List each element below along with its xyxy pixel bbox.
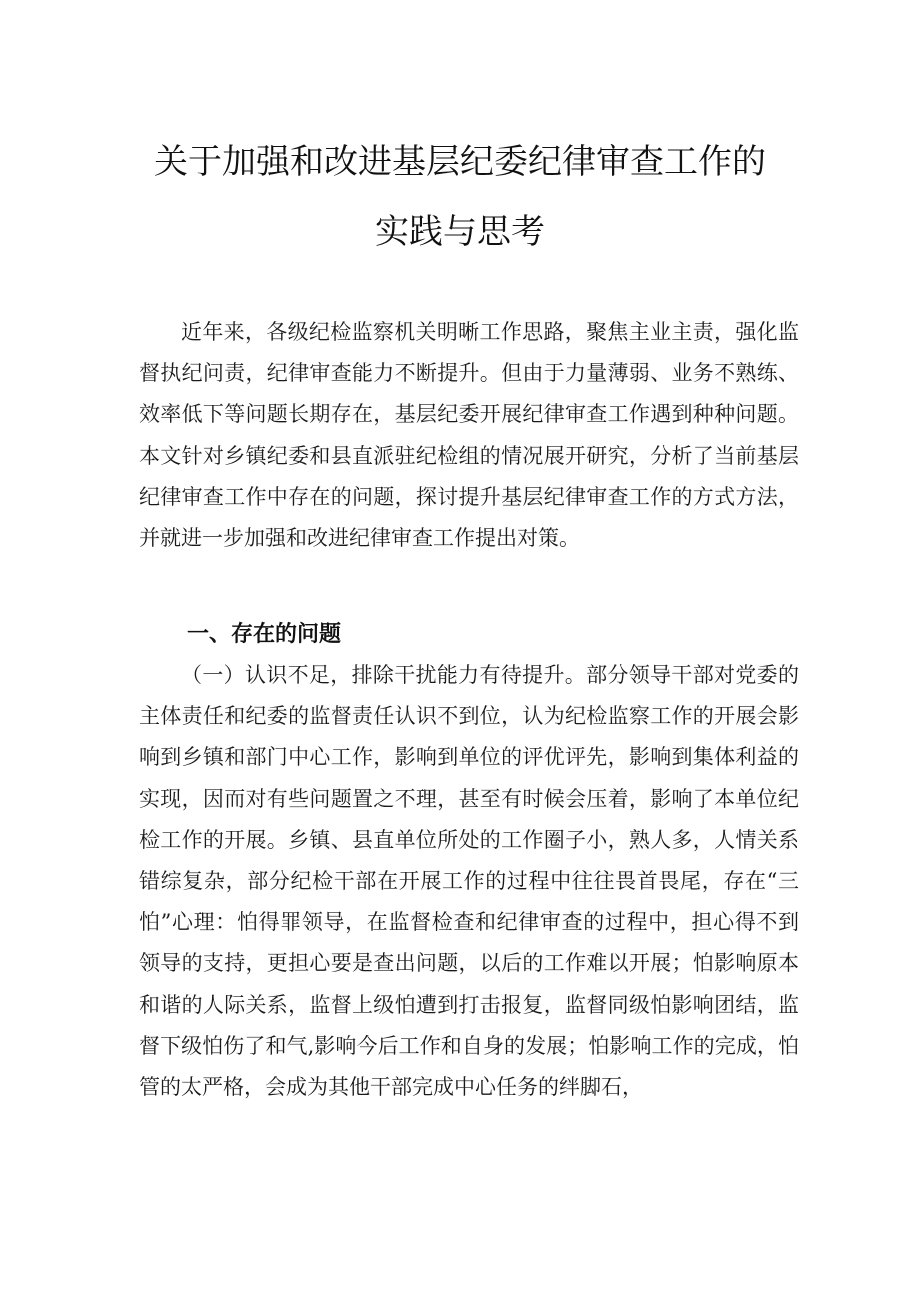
document-title-line-1: 关于加强和改进基层纪委纪律审查工作的 xyxy=(154,142,766,182)
document-title-line-2: 实践与思考 xyxy=(375,212,545,252)
intro-paragraph: 近年来，各级纪检监察机关明晰工作思路，聚焦主业主责，强化监督执纪问责，纪律审查能力不断提升。但由于力量薄弱、业务不熟练、效率低下等问题长期存在，基层纪委开展纪律审查工作遇到种种问题。本文针对乡镇纪委和县直派驻纪检组的情况展开研究，分析了当前基层纪律审查工作中存在的问题，探讨提升基层纪律审查工作的方式方法，并就进一步加强和改进纪律审查工作提出对策。 xyxy=(139,320,799,551)
section-heading-problems: 一、存在的问题 xyxy=(187,622,342,647)
section-1-paragraph-1: （一）认识不足，排除干扰能力有待提升。部分领导干部对党委的主体责任和纪委的监督责任认识不到位，认为纪检监察工作的开展会影响到乡镇和部门中心工作，影响到单位的评优评先，影响到集体利益的实现，因而对有些问题置之不理，甚至有时候会压着，影响了本单位纪检工作的开展。乡镇、县直单位所处的工作圈子小，熟人多，人情关系错综复杂，部分纪检干部在开展工作的过程中往往畏首畏尾，存在“三怕”心理：怕得罪领导，在监督检查和纪律审查的过程中，担心得不到领导的支持，更担心要是查出问题，以后的工作难以开展；怕影响原本和谐的人际关系，监督上级怕遭到打击报复，监督同级怕影响团结，监督下级怕伤了和气,影响今后工作和自身的发展；怕影响工作的完成，怕管的太严格，会成为其他干部完成中心任务的绊脚石， xyxy=(139,663,799,1100)
